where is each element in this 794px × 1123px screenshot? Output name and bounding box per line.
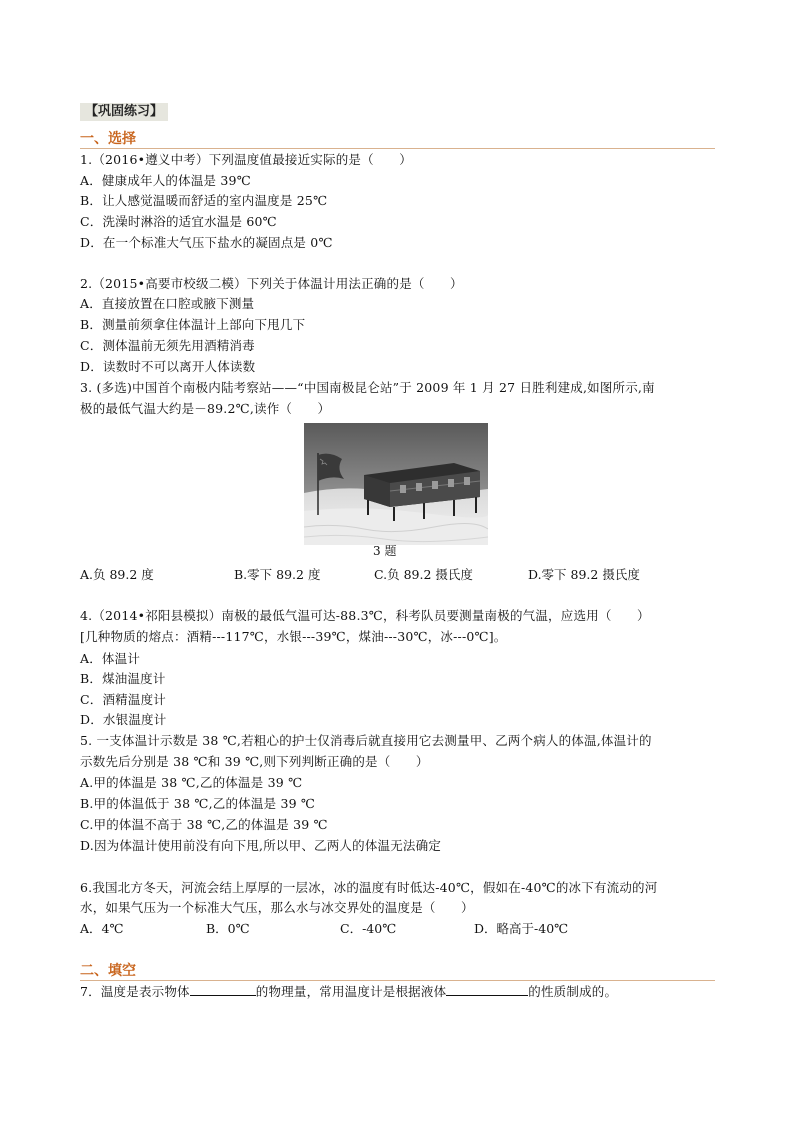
q2-option-c: C．测体温前无须先用酒精消毒 xyxy=(80,338,255,353)
q6-option-d: D．略高于-40℃ xyxy=(474,921,569,936)
q1-option-a: A．健康成年人的体温是 39℃ xyxy=(80,173,251,188)
q4-option-c: C．酒精温度计 xyxy=(80,692,166,707)
q3-option-b: B.零下 89.2 度 xyxy=(234,567,321,582)
section-fill-title: 二、填空 xyxy=(80,963,136,979)
q6-stem-line1: 6.我国北方冬天，河流会结上厚厚的一层冰，冰的温度有时低达-40℃，假如在-40℃的冰下有流动的河 xyxy=(80,880,658,895)
section-divider xyxy=(80,980,715,981)
q3-figure-caption: 3 题 xyxy=(373,544,397,558)
q7-blank-1[interactable] xyxy=(190,983,256,996)
q2-stem: 2.（2015•高要市校级二模）下列关于体温计用法正确的是（ ） xyxy=(80,276,463,291)
q3-option-d: D.零下 89.2 摄氏度 xyxy=(528,567,640,582)
q7-blank-2[interactable] xyxy=(446,983,528,996)
q4-stem-line1: 4.（2014•祁阳县模拟）南极的最低气温可达-88.3℃，科考队员要测量南极的气温，应选用（ ） xyxy=(80,608,650,623)
section-divider xyxy=(80,148,715,149)
q7-part2: 的物理量，常用温度计是根据液体 xyxy=(255,984,447,999)
q1-option-d: D．在一个标准大气压下盐水的凝固点是 0℃ xyxy=(80,235,333,250)
q5-option-d: D.因为体温计使用前没有向下甩,所以甲、乙两人的体温无法确定 xyxy=(80,838,442,853)
q3-option-a: A.负 89.2 度 xyxy=(80,567,154,582)
practice-header-tag: 【巩固练习】 xyxy=(80,103,168,121)
q7-part3: 的性质制成的。 xyxy=(528,984,618,999)
q4-option-b: B．煤油温度计 xyxy=(80,671,166,686)
q4-stem-line2: [几种物质的熔点：酒精---117℃，水银---39℃，煤油---30℃，冰---0℃]。 xyxy=(80,629,507,644)
q5-stem-line1: 5. 一支体温计示数是 38 ℃,若粗心的护士仅消毒后就直接用它去测量甲、乙两个病人的体温,体温计的 xyxy=(80,733,652,748)
kunlun-station-illustration xyxy=(304,423,488,545)
q1-stem: 1.（2016•遵义中考）下列温度值最接近实际的是（ ） xyxy=(80,152,412,167)
q6-option-b: B．0℃ xyxy=(206,921,250,936)
q6-option-c: C．-40℃ xyxy=(340,921,397,936)
q5-option-b: B.甲的体温低于 38 ℃,乙的体温是 39 ℃ xyxy=(80,796,316,811)
q5-option-a: A.甲的体温是 38 ℃,乙的体温是 39 ℃ xyxy=(80,775,303,790)
q3-stem-line2: 极的最低气温大约是－89.2℃,读作（ ） xyxy=(80,401,331,416)
q5-option-c: C.甲的体温不高于 38 ℃,乙的体温是 39 ℃ xyxy=(80,817,328,832)
q4-option-a: A．体温计 xyxy=(80,651,141,666)
q7-stem xyxy=(80,983,617,1001)
q3-option-c: C.负 89.2 摄氏度 xyxy=(374,567,473,582)
q4-option-d: D．水银温度计 xyxy=(80,712,167,727)
q2-option-d: D．读数时不可以离开人体读数 xyxy=(80,359,256,374)
q1-option-b: B．让人感觉温暖而舒适的室内温度是 25℃ xyxy=(80,193,328,208)
q7-part1: 7．温度是表示物体 xyxy=(80,984,190,999)
q5-stem-line2: 示数先后分别是 38 ℃和 39 ℃,则下列判断正确的是（ ） xyxy=(80,754,429,769)
q3-stem-line1: 3. (多选)中国首个南极内陆考察站——“中国南极昆仑站”于 2009 年 1 月 27 日胜利建成,如图所示,南 xyxy=(80,380,655,395)
section-choice-title: 一、选择 xyxy=(80,131,136,147)
q1-option-c: C．洗澡时淋浴的适宜水温是 60℃ xyxy=(80,214,277,229)
q2-option-b: B．测量前须拿住体温计上部向下甩几下 xyxy=(80,317,306,332)
q2-option-a: A．直接放置在口腔或腋下测量 xyxy=(80,296,255,311)
q6-stem-line2: 水，如果气压为一个标准大气压，那么水与冰交界处的温度是（ ） xyxy=(80,900,474,915)
kunlun-station-photo xyxy=(304,423,488,545)
q6-option-a: A．4℃ xyxy=(80,921,124,936)
